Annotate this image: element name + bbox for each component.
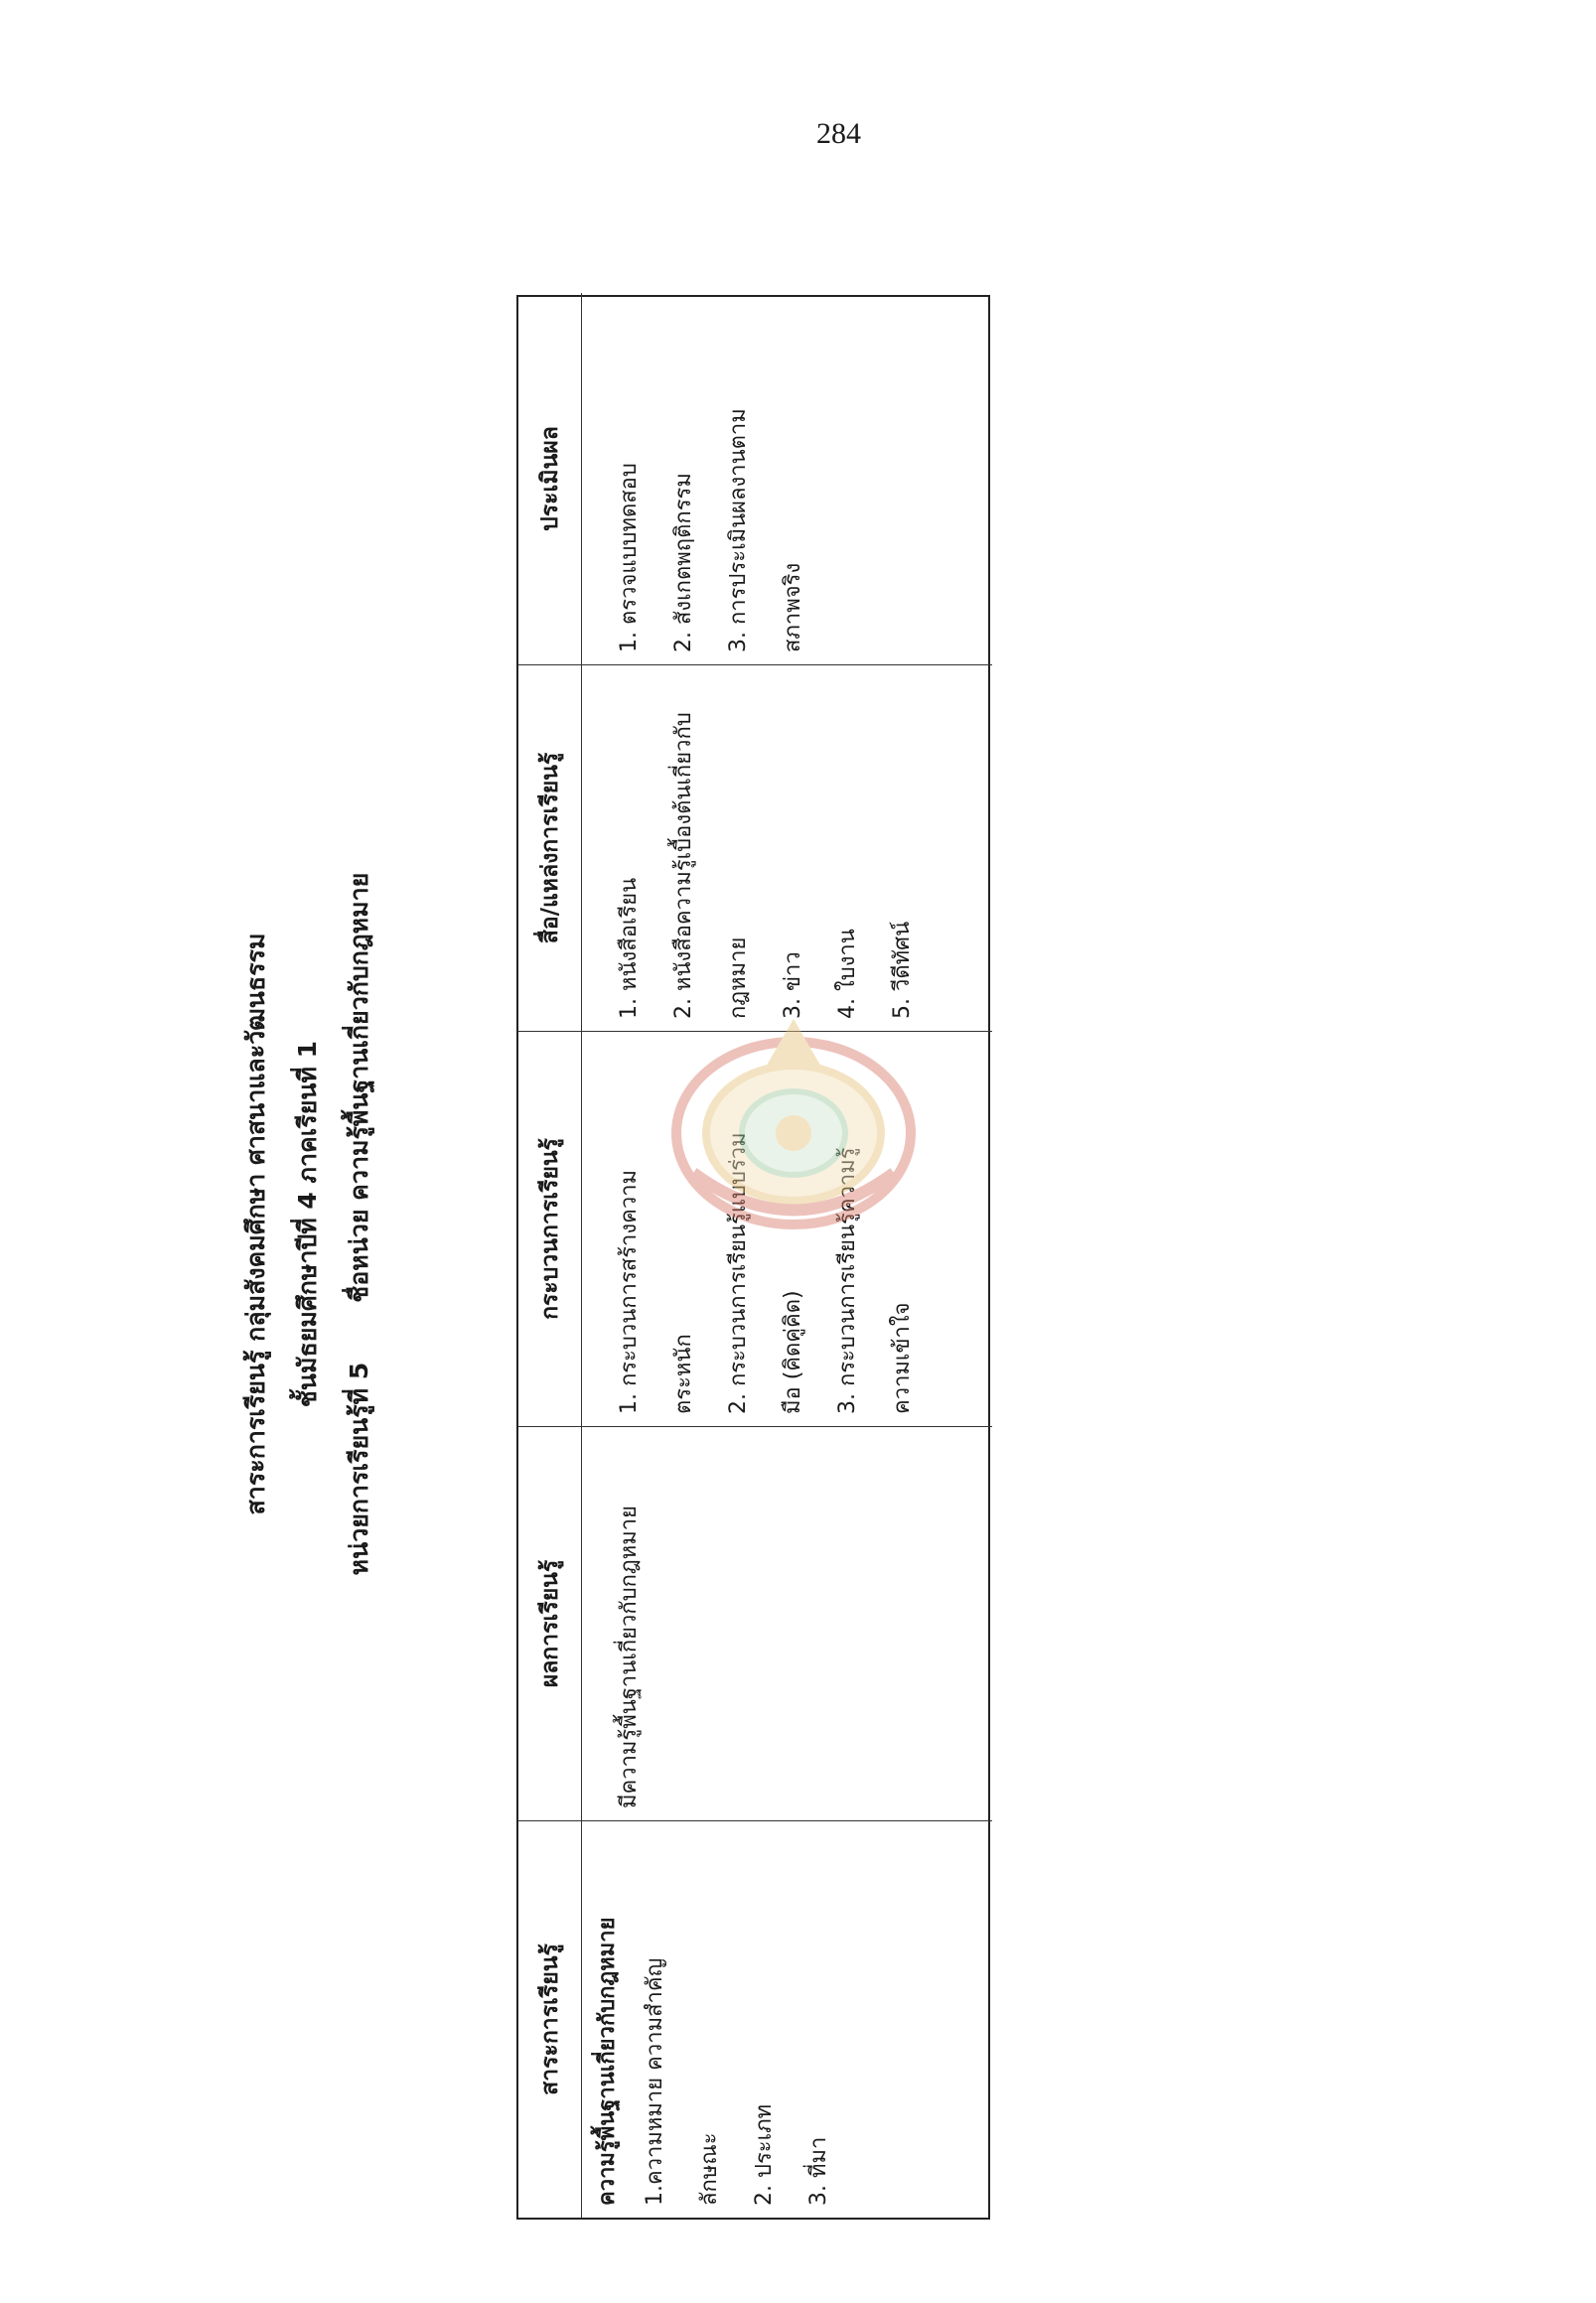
cell-content: [582, 1820, 992, 2218]
media-line: 5. วีดีทัศน์: [890, 921, 915, 1019]
media-line: 4. ใบงาน: [835, 929, 860, 1019]
evaluation-line: สภาพจริง: [781, 562, 805, 652]
media-line: 3. ข่าว: [781, 951, 805, 1019]
media-line: 1. หนังสือเรียน: [617, 877, 642, 1019]
media-line: กฎหมาย: [726, 936, 751, 1019]
content-line: 1.ความหมาย ความสำคัญ: [643, 1957, 667, 2206]
learning-plan-table: [516, 295, 990, 2220]
process-line: มือ (คิดคู่คิด): [781, 1290, 805, 1414]
header-evaluation: ประเมินผล: [518, 293, 582, 664]
content-line: 2. ประเภท: [752, 2103, 777, 2206]
heading-unit-number: หน่วยการเรียนรู้ที่ 5: [345, 1362, 373, 1576]
content-line: ความรู้พื้นฐานเกี่ยวกับกฎหมาย: [595, 1917, 620, 2206]
process-line: ความเข้าใจ: [890, 1302, 915, 1414]
evaluation-line: 1. ตรวจแบบทดสอบ: [617, 463, 642, 652]
header-outcomes: ผลการเรียนรู้: [518, 1426, 582, 1820]
media-line: 2. หนังสือความรู้เบื้องต้นเกี่ยวกับ: [671, 712, 696, 1019]
outcome-line: มีความรู้พื้นฐานเกี่ยวกับกฎหมาย: [617, 1505, 642, 1808]
cell-media: [582, 664, 992, 1031]
page-number: 284: [816, 117, 861, 150]
heading-unit-name: ชื่อหน่วย ความรู้พื้นฐานเกี่ยวกับกฎหมาย: [345, 872, 373, 1303]
heading-subject: สาระการเรียนรู้ กลุ่มสังคมศึกษา ศาสนาและวัฒนธรรม: [241, 933, 270, 1515]
header-media: สื่อ/แหล่งการเรียนรู้: [518, 664, 582, 1031]
heading-grade: ชั้นมัธยมศึกษาปีที่ 4 ภาคเรียนที่ 1: [293, 1040, 322, 1408]
rotated-page-content: [0, 228, 1596, 2220]
evaluation-line: 3. การประเมินผลงานตาม: [726, 408, 751, 652]
cell-process: [582, 1031, 992, 1426]
process-line: ตระหนัก: [671, 1334, 696, 1414]
content-line: 3. ที่มา: [806, 2136, 831, 2206]
header-process: กระบวนการเรียนรู้: [518, 1031, 582, 1426]
evaluation-line: 2. สังเกตพฤติกรรม: [671, 473, 696, 652]
cell-evaluation: [582, 293, 992, 664]
process-line: 1. กระบวนการสร้างความ: [617, 1169, 642, 1414]
content-line: ลักษณะ: [697, 2132, 722, 2206]
process-line: 3. กระบวนการเรียนรู้ความรู้: [835, 1147, 860, 1414]
heading-unit: [340, 228, 379, 2220]
cell-outcomes: [582, 1426, 992, 1820]
process-line: 2. กระบวนการเรียนรู้แบบร่วม: [726, 1132, 751, 1414]
header-content: สาระการเรียนรู้: [518, 1820, 582, 2218]
